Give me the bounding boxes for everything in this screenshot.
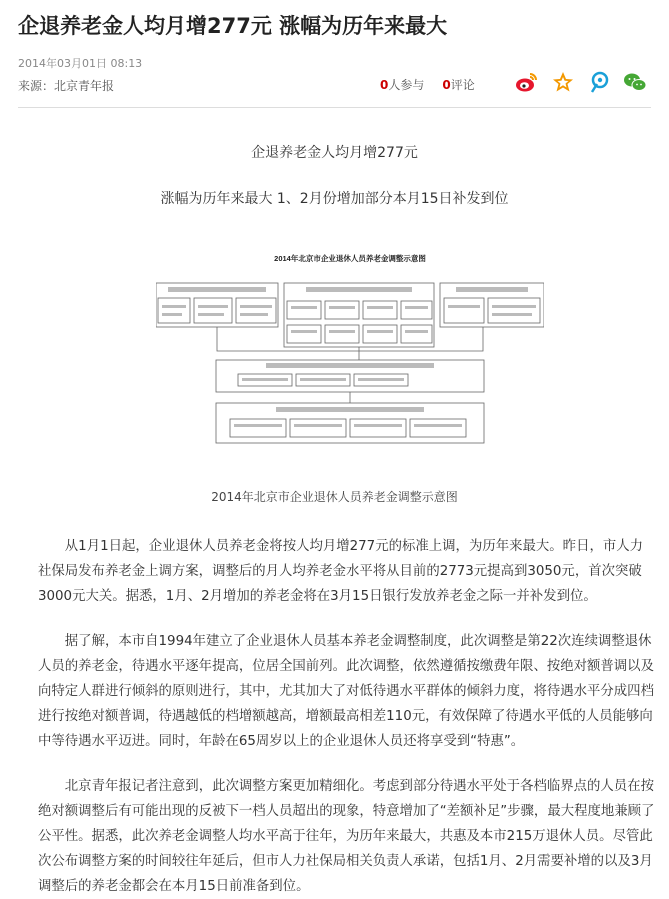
publish-date: 2014年03月01日 08:13 [18, 57, 143, 70]
diagram-title: 2014年北京市企业退休人员养老金调整示意图 [274, 254, 426, 263]
subtitle-2: 涨幅为历年来最大 1、2月份增加部分本月15日补发到位 [160, 191, 509, 207]
paragraph-1: 从1月1日起，企业退休人员养老金将按人均月增277元的标准上调，为历年来最大。昨日，市人力社保局发布养老金上调方案，调整后的月人均养老金水平将从目前的2773元提高到3050元，首次突破3000元大关。据悉，1月、2月增加的养老金将在3月15日银行发放养老金之际一并补发到位。 [38, 539, 644, 604]
header-divider [18, 107, 651, 108]
paragraph-2: 据了解，本市自1994年建立了企业退休人员基本养老金调整制度，此次调整是第22次连续调整退休人员的养老金，待遇水平逐年提高，位居全国前列。此次调整，依然遵循按缴费年限、按绝对额普调以及向特定人群进行倾斜的原则进行，其中，尤其加大了对低待遇水平群体的倾斜力度，将待遇水平分成四档进行按绝对额普调，待遇越低的档增额越高，增额最高相差110元，有效保障了待遇水平低的人员能够向中等待遇水平迈进。同时，年龄在65周岁以上的企业退休人员还将享受到“特惠”。 [38, 634, 654, 749]
participants-label: 人参与 [388, 78, 425, 92]
comments-label: 评论 [450, 78, 475, 92]
weibo-icon[interactable] [515, 70, 539, 94]
tencent-weibo-icon[interactable] [587, 70, 611, 94]
subtitle-1: 企退养老金人均月增277元 [251, 145, 418, 161]
engagement-counts [380, 76, 475, 93]
participants-link[interactable] [380, 76, 424, 93]
comments-count: 0 [442, 78, 451, 92]
star-icon[interactable] [551, 70, 575, 94]
participants-count: 0 [380, 78, 389, 92]
article-source[interactable]: 来源：北京青年报 [18, 79, 115, 93]
paragraph-3: 北京青年报记者注意到，此次调整方案更加精细化。考虑到部分待遇水平处于各档临界点的人员在按绝对额调整后有可能出现的反被下一档人员超出的现象，特意增加了“差额补足”步骤，最大程度地兼顾了公平性。据悉，此次养老金调整人均水平高于往年，为历年来最大，共惠及本市215万退休人员。尽管此次公布调整方案的时间较往年延后，但市人力社保局相关负责人承诺，包括1月、2月需要补增的以及3月调整后的养老金都会在本月15日前准备到位。 [38, 779, 655, 894]
comments-link[interactable] [442, 76, 474, 93]
figure-caption: 2014年北京市企业退休人员养老金调整示意图 [211, 490, 458, 504]
wechat-icon[interactable] [623, 70, 647, 94]
share-bar [515, 70, 647, 94]
article-headline: 企退养老金人均月增277元 涨幅为历年来最大 [18, 14, 448, 38]
pension-adjustment-diagram [156, 243, 544, 448]
